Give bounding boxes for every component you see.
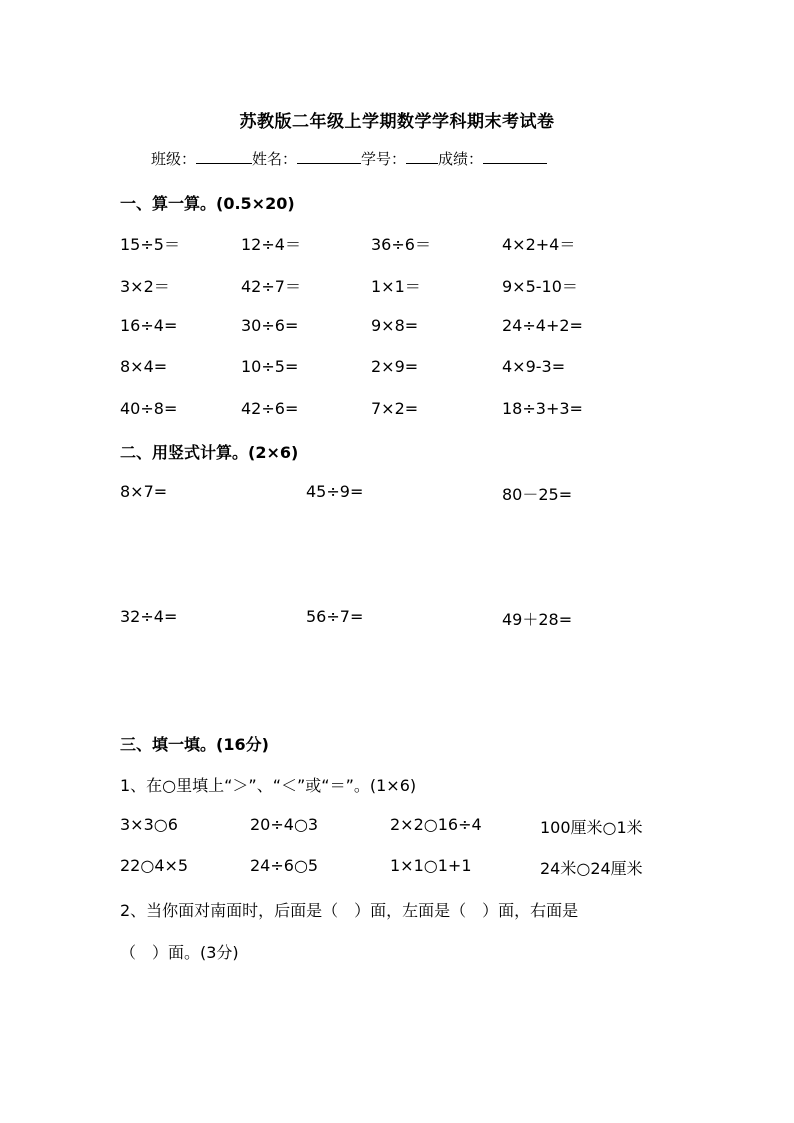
calc-item: 1×1＝: [371, 277, 421, 296]
vertical-calc-item: 56÷7=: [306, 607, 364, 626]
score-blank[interactable]: [483, 149, 547, 164]
compare-item: 1×1○1+1: [390, 856, 472, 875]
calc-item: 7×2=: [371, 399, 419, 418]
vertical-calc-item: 80－25=: [502, 485, 573, 504]
vertical-calc-item: 45÷9=: [306, 482, 364, 501]
compare-item: 24米○24厘米: [540, 859, 643, 878]
calc-item: 4×2+4＝: [502, 235, 576, 254]
calc-item: 24÷4+2=: [502, 316, 583, 335]
vertical-calc-item: 32÷4=: [120, 607, 178, 626]
calc-item: 2×9=: [371, 357, 419, 376]
question-2-line2: （ ）面。(3分): [120, 943, 239, 962]
calc-item: 9×5-10＝: [502, 277, 578, 296]
compare-item: 3×3○6: [120, 815, 178, 834]
compare-item: 2×2○16÷4: [390, 815, 482, 834]
section1-heading: 一、算一算。(0.5×20): [120, 194, 295, 213]
calc-item: 18÷3+3=: [502, 399, 583, 418]
section3-heading: 三、填一填。(16分): [120, 735, 269, 754]
calc-item: 30÷6=: [241, 316, 299, 335]
calc-item: 36÷6＝: [371, 235, 431, 254]
question-2-line1: 2、当你面对南面时，后面是（ ）面，左面是（ ）面，右面是: [120, 901, 579, 920]
calc-item: 4×9-3=: [502, 357, 566, 376]
calc-item: 15÷5＝: [120, 235, 180, 254]
calc-item: 42÷6=: [241, 399, 299, 418]
calc-item: 12÷4＝: [241, 235, 301, 254]
calc-item: 3×2＝: [120, 277, 170, 296]
compare-item: 22○4×5: [120, 856, 189, 875]
class-blank[interactable]: [196, 149, 252, 164]
compare-item: 100厘米○1米: [540, 818, 643, 837]
page-title: 苏教版二年级上学期数学学科期末考试卷: [239, 112, 555, 132]
class-label: 班级：: [151, 150, 197, 168]
id-label: 学号：: [361, 150, 407, 168]
calc-item: 16÷4=: [120, 316, 178, 335]
compare-item: 20÷4○3: [250, 815, 319, 834]
question-1: 1、在○里填上“＞”、“＜”或“＝”。(1×6): [120, 776, 417, 795]
calc-item: 42÷7＝: [241, 277, 301, 296]
name-blank[interactable]: [297, 149, 361, 164]
student-info-line: [151, 148, 547, 169]
vertical-calc-item: 49＋28=: [502, 610, 573, 629]
section2-heading: 二、用竖式计算。(2×6): [120, 443, 299, 462]
calc-item: 8×4=: [120, 357, 168, 376]
calc-item: 40÷8=: [120, 399, 178, 418]
name-label: 姓名：: [252, 150, 298, 168]
calc-item: 10÷5=: [241, 357, 299, 376]
vertical-calc-item: 8×7=: [120, 482, 168, 501]
compare-item: 24÷6○5: [250, 856, 319, 875]
calc-item: 9×8=: [371, 316, 419, 335]
score-label: 成绩：: [438, 150, 484, 168]
id-blank[interactable]: [406, 149, 438, 164]
